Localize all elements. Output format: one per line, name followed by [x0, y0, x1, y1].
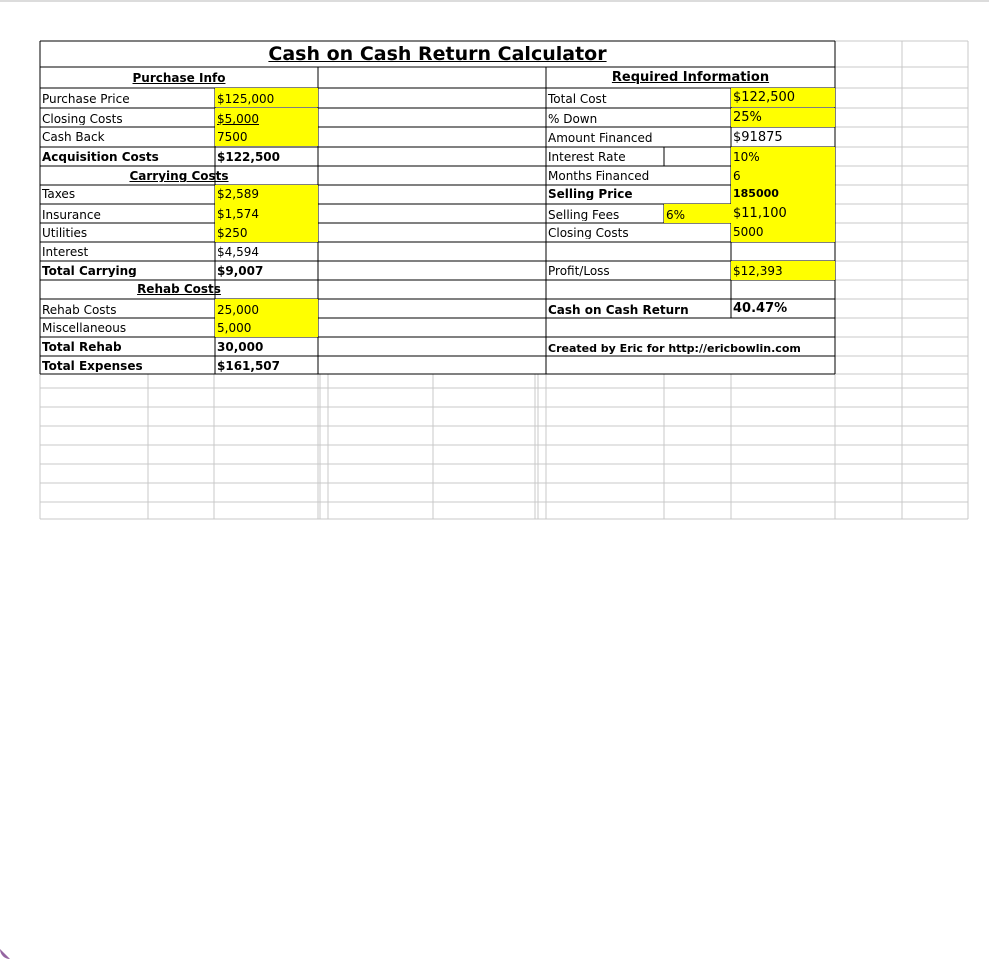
acquisition-costs-label: Acquisition Costs — [42, 151, 159, 163]
cash-back-input[interactable]: 7500 — [215, 127, 318, 146]
rehab-costs-input[interactable]: 25,000 — [215, 299, 318, 318]
interest-rate-label: Interest Rate — [548, 151, 626, 163]
purchase-price-input[interactable]: $125,000 — [215, 88, 318, 107]
miscellaneous-input[interactable]: 5,000 — [215, 318, 318, 337]
cash-on-cash-label: Cash on Cash Return — [548, 304, 689, 316]
interest-value: $4,594 — [217, 246, 259, 258]
months-financed-label: Months Financed — [548, 170, 650, 182]
acquisition-costs-value: $122,500 — [217, 151, 281, 163]
profit-loss-value: $12,393 — [731, 261, 835, 280]
taxes-input[interactable]: $2,589 — [215, 185, 318, 204]
total-expenses-value: $161,507 — [217, 360, 281, 372]
selling-fees-value: $11,100 — [731, 204, 835, 223]
cash-on-cash-value: 40.47% — [733, 302, 788, 315]
cash-back-label: Cash Back — [42, 131, 105, 143]
selling-price-label: Selling Price — [548, 188, 633, 200]
profit-loss-label: Profit/Loss — [548, 265, 610, 277]
total-cost-input[interactable]: $122,500 — [731, 88, 835, 107]
total-cost-label: Total Cost — [548, 93, 607, 105]
insurance-label: Insurance — [42, 209, 101, 221]
interest-label: Interest — [42, 246, 89, 258]
carrying-costs-header: Carrying Costs — [129, 170, 229, 182]
closing-costs-sell-input[interactable]: 5000 — [731, 223, 835, 242]
amount-financed-label: Amount Financed — [548, 132, 653, 144]
selling-fees-label: Selling Fees — [548, 209, 620, 221]
percent-down-label: % Down — [548, 113, 598, 125]
total-rehab-value: 30,000 — [217, 341, 264, 353]
sheet-title: Cash on Cash Return Calculator — [268, 45, 607, 65]
total-rehab-label: Total Rehab — [42, 341, 122, 353]
utilities-input[interactable]: $250 — [215, 223, 318, 242]
required-info-header: Required Information — [611, 71, 770, 84]
selling-price-input[interactable]: 185000 — [731, 185, 835, 204]
selling-fees-percent-input[interactable]: 6% — [664, 204, 731, 223]
closing-costs-input[interactable]: $5,000 — [215, 108, 318, 127]
insurance-input[interactable]: $1,574 — [215, 204, 318, 223]
total-carrying-value: $9,007 — [217, 265, 264, 277]
purchase-info-header: Purchase Info — [132, 72, 226, 85]
miscellaneous-label: Miscellaneous — [42, 322, 127, 334]
taxes-label: Taxes — [42, 188, 76, 200]
purchase-price-label: Purchase Price — [42, 93, 130, 105]
closing-costs-sell-label: Closing Costs — [548, 227, 629, 239]
closing-costs-label: Closing Costs — [42, 113, 123, 125]
amount-financed-value: $91875 — [733, 131, 783, 144]
months-financed-input[interactable]: 6 — [731, 166, 835, 185]
rehab-costs-label: Rehab Costs — [42, 304, 117, 316]
total-carrying-label: Total Carrying — [42, 265, 137, 277]
credit-line: Created by Eric for http://ericbowlin.com — [548, 343, 801, 354]
total-expenses-label: Total Expenses — [42, 360, 143, 372]
percent-down-input[interactable]: 25% — [731, 108, 835, 127]
interest-rate-input[interactable]: 10% — [731, 147, 835, 166]
utilities-label: Utilities — [42, 227, 88, 239]
rehab-costs-header: Rehab Costs — [137, 283, 221, 295]
